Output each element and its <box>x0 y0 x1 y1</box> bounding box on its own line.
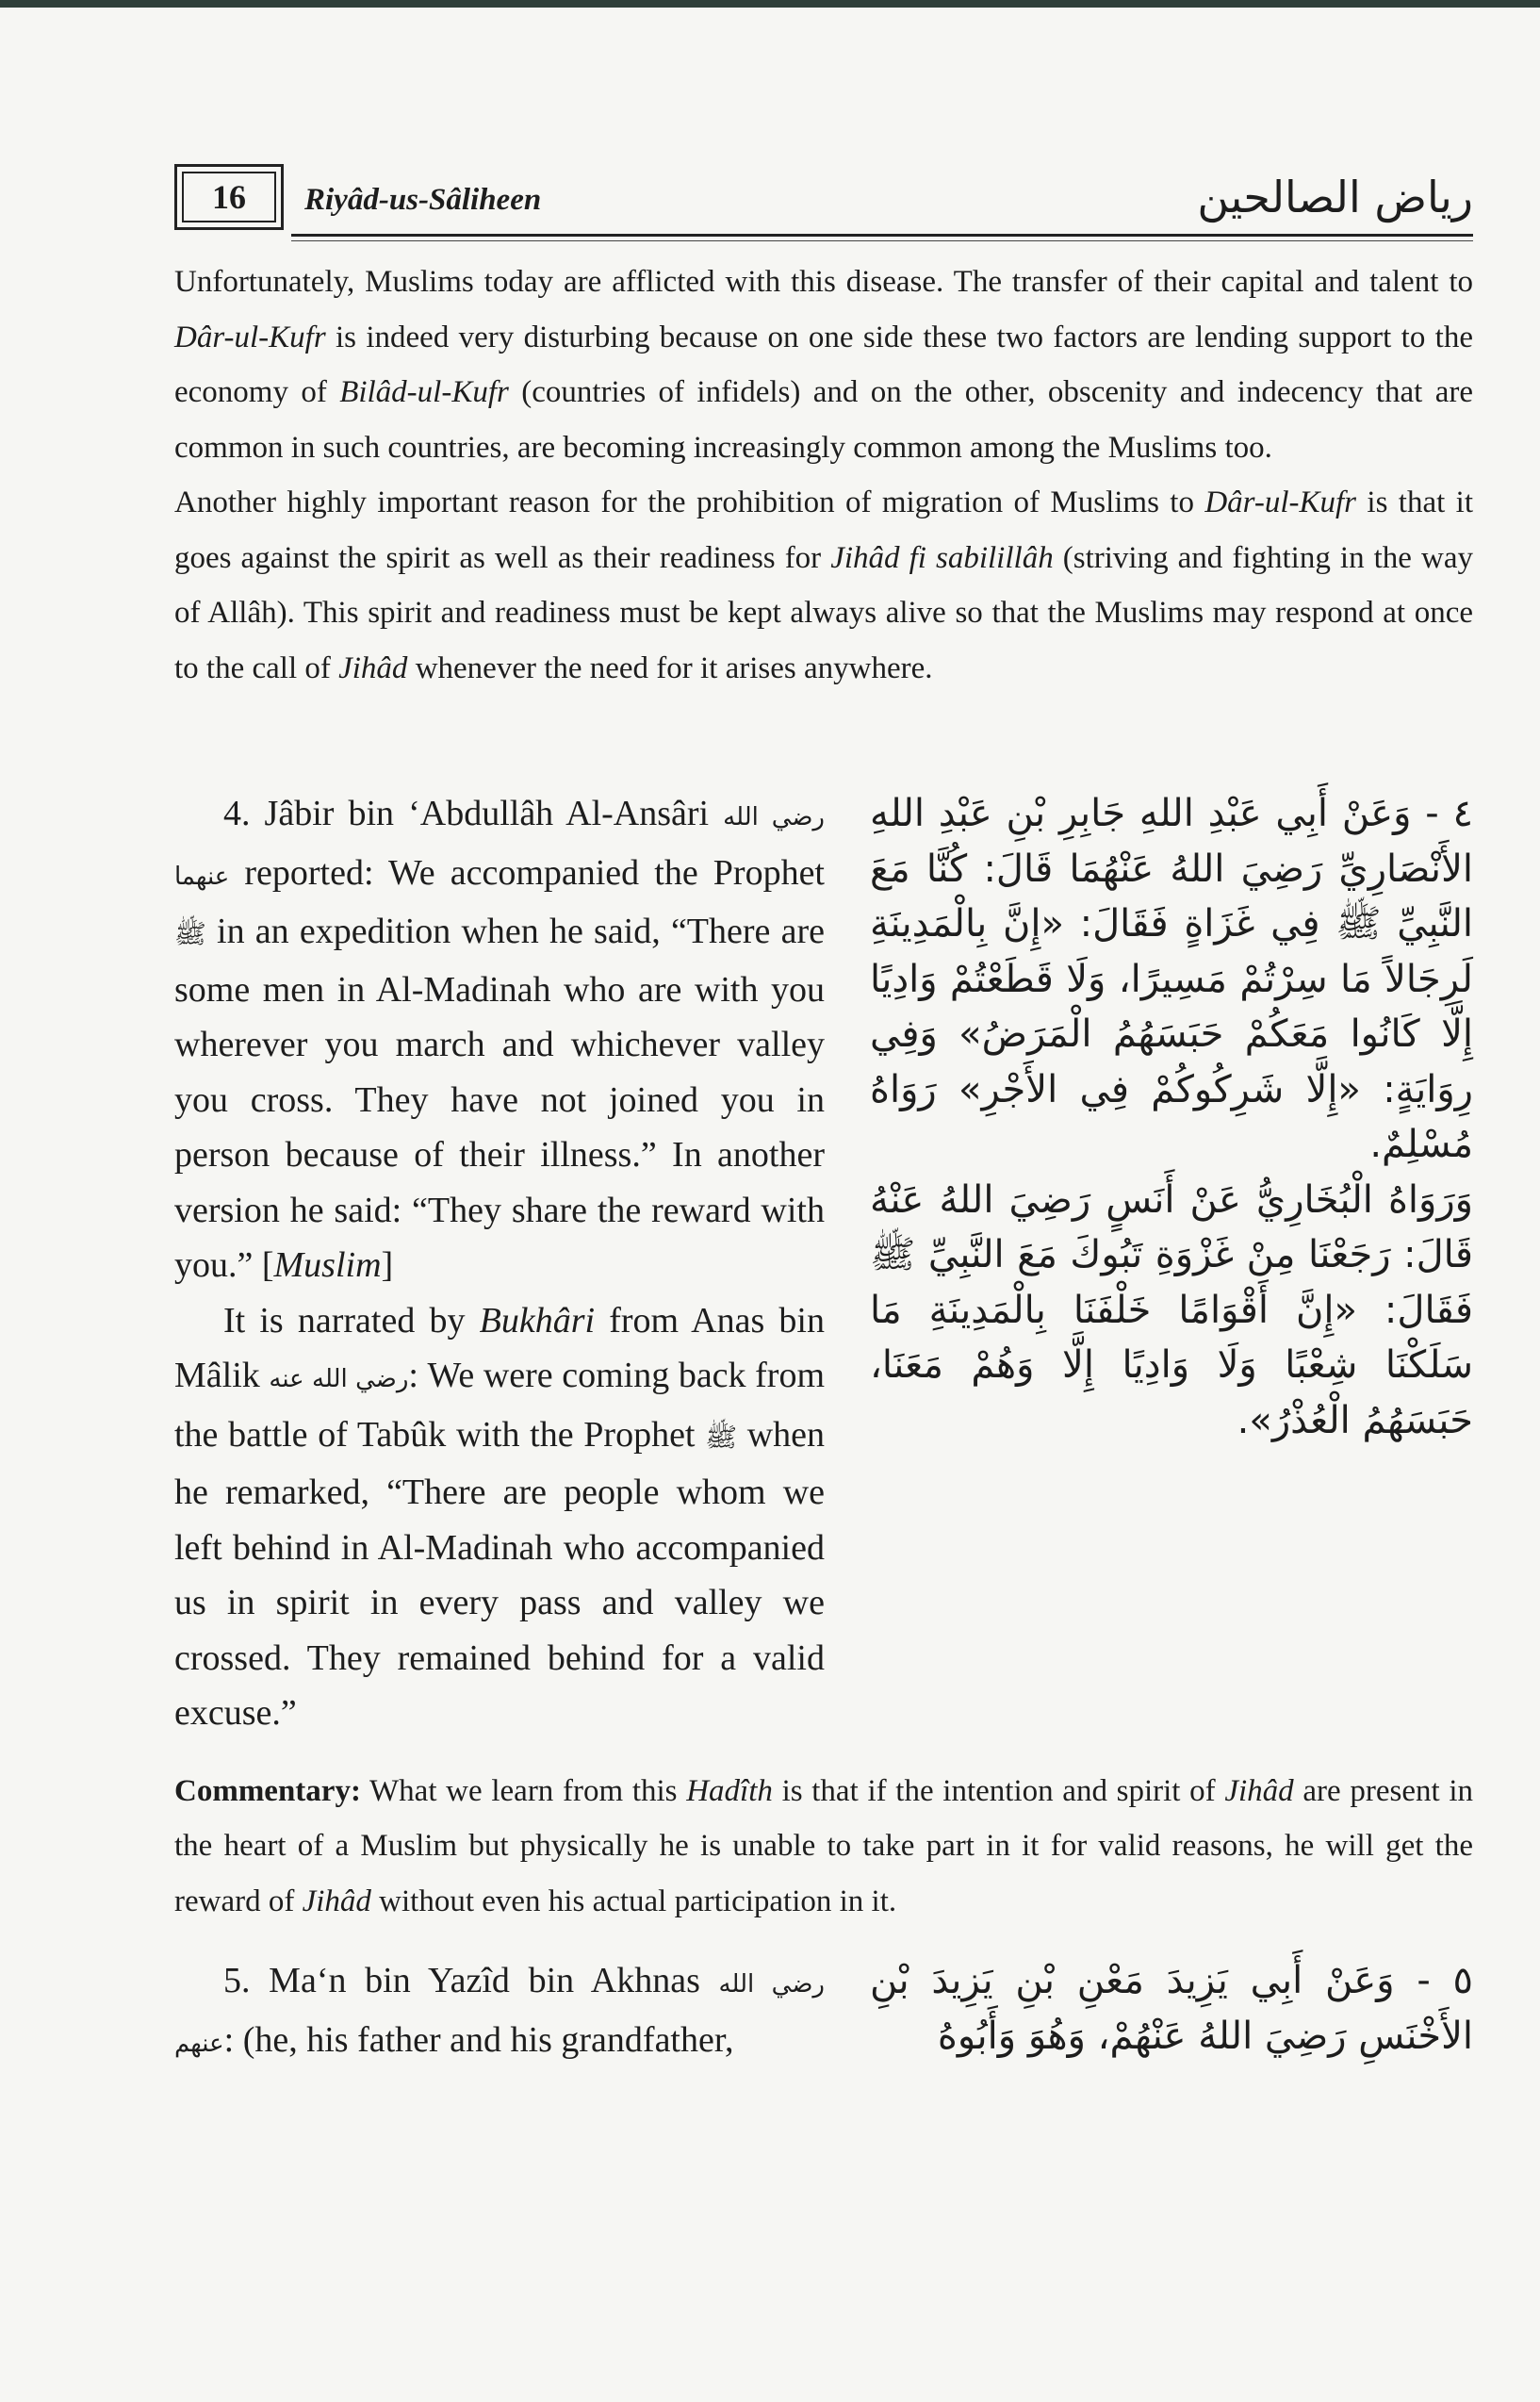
pbuh-icon: ﷺ <box>705 1421 738 1453</box>
page-number-box <box>174 164 284 230</box>
intro-paragraph-2: Another highly important reason for the prohibition of migration of Muslims to Dâr-ul-Kufr is that it goes against the spirit as well as their readiness for Jihâd fi sabilillâh (striving and fighting in the way of Allâh). This spirit and readiness must be kept always alive so that the Muslims may respond at once to the call of Jihâd whenever the need for it arises anywhere. <box>174 485 1473 685</box>
hadith-5-english: 5. Ma‘n bin Yazîd bin Akhnas رضي الله عنهم: (he, his father and his grandfather, <box>174 1961 825 2060</box>
book-title-arabic: رياض الصالحين <box>1197 172 1473 222</box>
book-title: Riyâd-us-Sâliheen <box>304 183 542 217</box>
hadith-4-arabic <box>870 786 1473 1741</box>
hadith-5-arabic: ٥ - وَعَنْ أَبِي يَزِيدَ مَعْنِ بْنِ يَزِيدَ بْنِ الأَخْنَسِ رَضِيَ اللهُ عَنْهُمْ، وَهُوَ وَأَبُوهُ <box>870 1959 1473 2058</box>
hadith-4-arabic-muslim: ٤ - وَعَنْ أَبِي عَبْدِ اللهِ جَابِرِ بْنِ عَبْدِ اللهِ الأَنْصَارِيِّ رَضِيَ اللهُ عَنْهُمَا قَالَ: كُنَّا مَعَ النَّبِيِّ ﷺ فِي غَزَاةٍ فَقَالَ: «إِنَّ بِالْمَدِينَةِ لَرِجَالاً مَا سِرْتُمْ مَسِيرًا، وَلَا قَطَعْتُمْ وَادِيًا إِلَّا كَانُوا مَعَكُمْ حَبَسَهُمُ الْمَرَضُ» وَفِي رِوَايَةٍ: «إِلَّا شَرِكُوكُمْ فِي الأَجْرِ» رَوَاهُ مُسْلِمٌ. <box>870 792 1473 1166</box>
header-rule-thin <box>291 240 1473 241</box>
header-rule <box>291 234 1473 237</box>
hadith-4-narration: 4. Jâbir bin ‘Abdullâh Al-Ansâri رضي الله عنهما reported: We accompanied the Prophet ﷺ in an expedition when he said, “There are some men in Al-Madinah who are with you wherever you march and whichever valley you cross. They have not joined you in person because of their illness.” In another version he said: “They share the reward with you.” [Muslim] <box>174 794 825 1285</box>
top-edge-band <box>0 0 1540 8</box>
hadith-4 <box>174 786 1473 1741</box>
hadith-4-english <box>174 786 825 1741</box>
book-page <box>174 158 1473 2071</box>
hadith-5 <box>174 1953 1473 2071</box>
hadith-4-arabic-bukhari: وَرَوَاهُ الْبُخَارِيُّ عَنْ أَنَسٍ رَضِيَ اللهُ عَنْهُ قَالَ: رَجَعْنَا مِنْ غَزْوَةِ تَبُوكَ مَعَ النَّبِيِّ ﷺ فَقَالَ: «إِنَّ أَقْوَامًا خَلْفَنَا بِالْمَدِينَةِ مَا سَلَكْنَا شِعْبًا وَلَا وَادِيًا إِلَّا وَهُمْ مَعَنَا، حَبَسَهُمُ الْعُذْرُ». <box>870 1177 1473 1442</box>
hadith-4-bukhari-version: It is narrated by Bukhâri from Anas bin Mâlik رضي الله عنه: We were coming back from the battle of Tabûk with the Prophet ﷺ when he remarked, “There are people whom we left behind in Al-Madinah who accompanied us in spirit in every pass and valley we crossed. They remained behind for a valid excuse.” <box>174 1300 826 1733</box>
commentary-label: Commentary: <box>174 1773 361 1808</box>
commentary: Commentary: What we learn from this Hadîth is that if the intention and spirit of Jihâd are present in the heart of a Muslim but physically he is unable to take part in it for valid reasons, he will get the reward of Jihâd without even his actual participation in it. <box>174 1773 1474 1918</box>
intro-text <box>174 255 1473 696</box>
running-header <box>174 158 1473 238</box>
pbuh-icon: ﷺ <box>174 918 206 949</box>
page-number: 16 <box>212 178 246 216</box>
intro-paragraph-1: Unfortunately, Muslims today are afflicted with this disease. The transfer of their capital and talent to Dâr-ul-Kufr is indeed very disturbing because on one side these two factors are lending support to the economy of Bilâd-ul-Kufr (countries of infidels) and on the other, obscenity and indecency that are common in such countries, are becoming increasingly common among the Muslims too. <box>174 265 1473 465</box>
